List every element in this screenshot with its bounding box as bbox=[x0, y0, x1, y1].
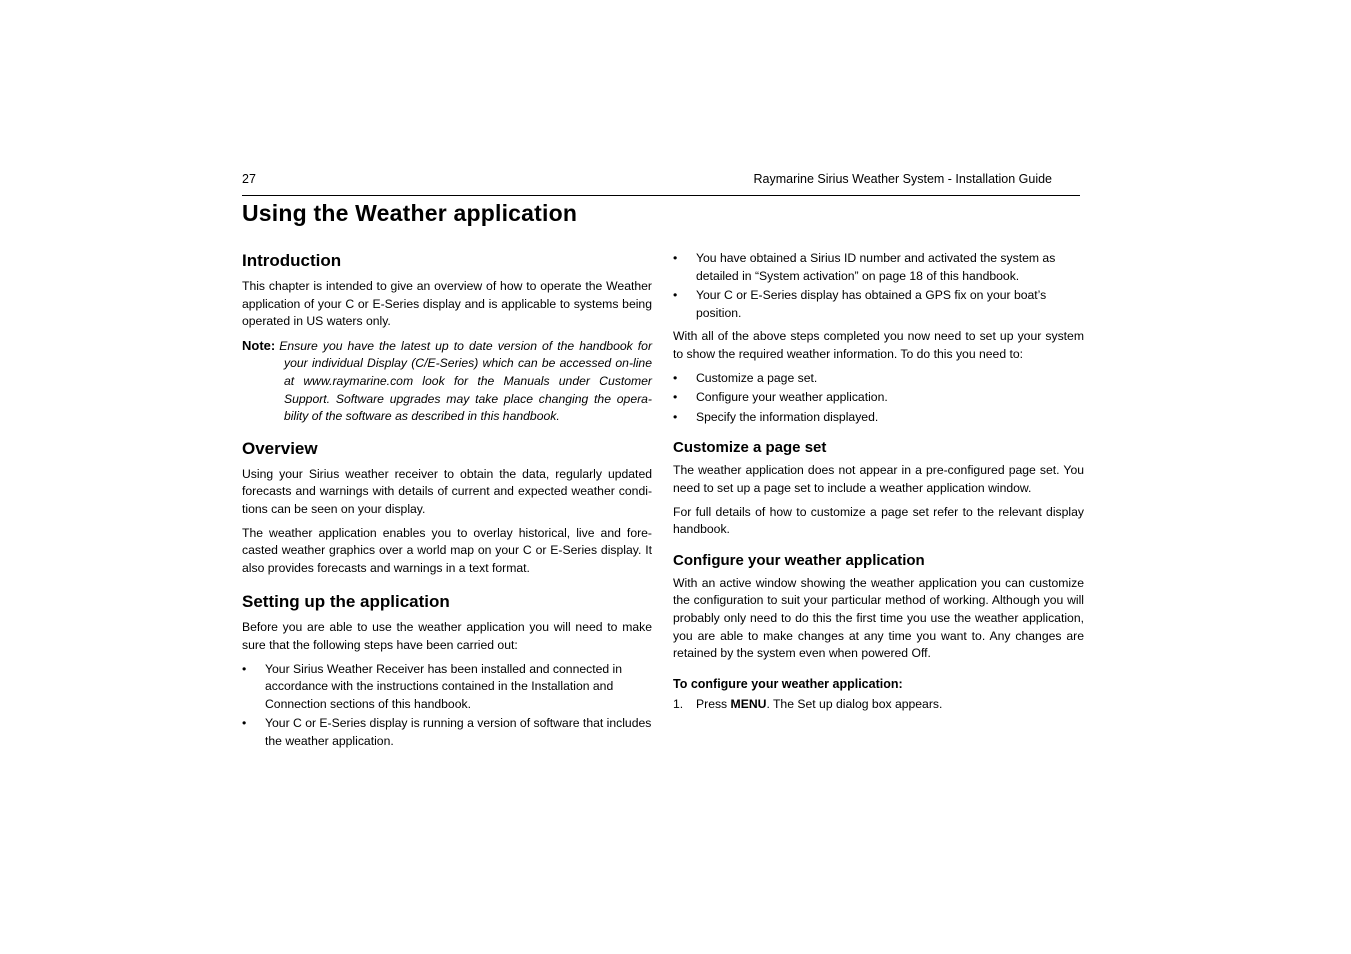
running-title: Raymarine Sirius Weather System - Installation Guide bbox=[753, 172, 1052, 186]
note-block bbox=[242, 337, 652, 426]
menu-key-label: MENU bbox=[730, 696, 767, 711]
list-item bbox=[673, 250, 1084, 285]
list-item bbox=[242, 661, 652, 714]
steps-bullet-list bbox=[673, 370, 1084, 427]
configure-heading: Configure your weather application bbox=[673, 551, 925, 569]
list-item-text: Configure your weather application. bbox=[696, 390, 888, 405]
step-number: 1. bbox=[673, 696, 684, 711]
bullet-icon: • bbox=[673, 409, 678, 424]
page-header bbox=[242, 171, 1080, 196]
overview-heading: Overview bbox=[242, 438, 318, 458]
list-item-text: Customize a page set. bbox=[696, 370, 818, 385]
left-column bbox=[242, 250, 652, 756]
list-item-text: Specify the information displayed. bbox=[696, 409, 879, 424]
list-item-text: Your Sirius Weather Receiver has been installed and connected in accordance with the instructions contained in the Installation and Connection sections of this handbook. bbox=[265, 661, 623, 711]
procedure-steps bbox=[673, 696, 1084, 714]
right-column bbox=[673, 250, 1084, 713]
chapter-title: Using the Weather application bbox=[242, 200, 578, 226]
list-item bbox=[673, 389, 1084, 407]
bullet-icon: • bbox=[673, 288, 678, 303]
introduction-paragraph: This chapter is intended to give an overview of how to operate the Weather application of your C or E-Series display and is applicable to systems being operated in US waters only. bbox=[242, 279, 652, 329]
list-item bbox=[673, 409, 1084, 427]
bullet-icon: • bbox=[673, 390, 678, 405]
bullet-icon: • bbox=[673, 370, 678, 385]
list-item-text: Your C or E-Series display has obtained a GPS fix on your boat’s position. bbox=[696, 288, 1047, 320]
overview-paragraph-2: The weather application enables you to overlay historical, live and fore-casted weather graphics over a world map on your C or E-Series display. It also provides forecasts and warnings in a text format. bbox=[242, 525, 652, 575]
overview-paragraph-1: Using your Sirius weather receiver to obtain the data, regularly updated forecasts and warnings with details of current and expected weather condi-tions can be seen on your display. bbox=[242, 466, 652, 516]
setup-heading: Setting up the application bbox=[242, 592, 450, 612]
bullet-icon: • bbox=[673, 251, 678, 265]
step-text-pre: Press bbox=[696, 696, 731, 711]
list-item bbox=[673, 370, 1084, 388]
step-text-post: . The Set up dialog box appears. bbox=[766, 696, 943, 711]
steps-intro-paragraph: With all of the above steps completed you now need to set up your system to show the required weather information. To do this you need to: bbox=[673, 329, 1084, 361]
customize-paragraph-2: For full details of how to customize a page set refer to the relevant display handbook. bbox=[673, 504, 1084, 537]
introduction-heading: Introduction bbox=[242, 251, 342, 270]
note-text: Ensure you have the latest up to date version of the handbook for your individual Display (C/E-Series) which can be accessed on-line at www.raymarine.com look for the Manuals under Customer Support. Software upgrades may take place changing the opera-bility of the software as described in this handbook. bbox=[279, 338, 652, 424]
page-number: 27 bbox=[242, 172, 256, 186]
prerequisite-bullet-list bbox=[673, 250, 1084, 322]
customize-heading: Customize a page set bbox=[673, 439, 827, 457]
note-label: Note: bbox=[242, 337, 276, 353]
procedure-step bbox=[673, 696, 1084, 714]
bullet-icon: • bbox=[242, 661, 247, 676]
procedure-heading: To configure your weather application: bbox=[673, 676, 903, 691]
customize-paragraph-1: The weather application does not appear in a pre-configured page set. You need to set up a page set to include a weather application window. bbox=[673, 463, 1084, 495]
bullet-icon: • bbox=[242, 716, 247, 731]
setup-bullet-list bbox=[242, 661, 652, 751]
list-item-text: You have obtained a Sirius ID number and activated the system as detailed in “System activation” on page 18 of this handbook. bbox=[696, 251, 1056, 283]
configure-paragraph: With an active window showing the weather application you can customize the configuration to suit your particular method of working. Although you will probably only need to do this the first time you use the weather application, you are able to make changes at any time you want to. Any changes are retained by the system even when powered Off. bbox=[673, 575, 1084, 661]
list-item bbox=[242, 715, 652, 750]
setup-paragraph: Before you are able to use the weather application you will need to make sure that the following steps have been carried out: bbox=[242, 620, 652, 652]
list-item bbox=[673, 287, 1084, 322]
list-item-text: Your C or E-Series display is running a version of software that includes the weather application. bbox=[265, 716, 652, 748]
